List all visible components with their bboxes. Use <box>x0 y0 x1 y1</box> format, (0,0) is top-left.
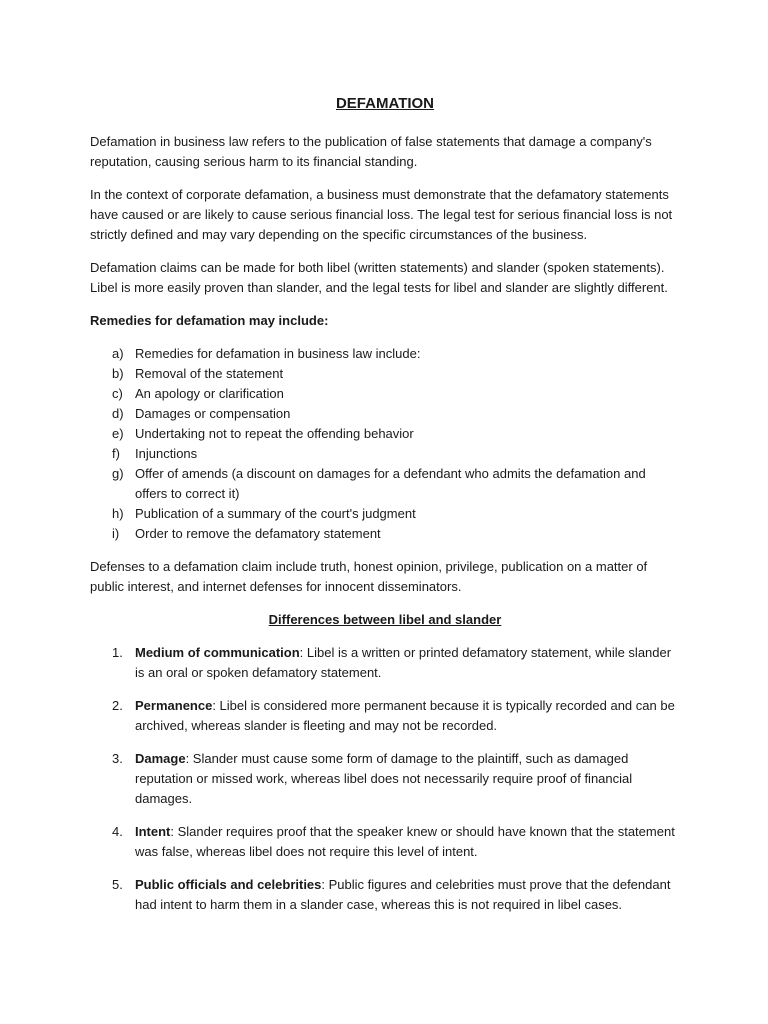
difference-text: : Slander requires proof that the speaker knew or should have known that the statement was false, whereas libel does not require this level of intent. <box>135 824 675 859</box>
list-item <box>90 364 680 384</box>
list-item <box>90 404 680 424</box>
list-marker: c) <box>112 386 123 401</box>
difference-text: : Libel is a written or printed defamatory statement, while slander is an oral or spoken defamatory statement. <box>135 645 672 680</box>
list-item <box>90 344 680 364</box>
list-marker: a) <box>112 346 124 361</box>
list-item <box>90 822 680 862</box>
difference-term: Intent <box>135 824 171 839</box>
list-item-text: Undertaking not to repeat the offending behavior <box>135 426 414 441</box>
difference-term: Public officials and celebrities <box>135 877 322 892</box>
remedies-heading: Remedies for defamation may include: <box>90 313 329 328</box>
list-item <box>90 424 680 444</box>
remedies-list <box>90 344 680 544</box>
document-title: DEFAMATION <box>335 95 435 112</box>
corporate-defamation-paragraph: In the context of corporate defamation, a business must demonstrate that the defamatory statements have caused or are likely to cause serious financial loss. The legal test for serious financial loss is not strictly defined and may vary depending on the specific circumstances of the business. <box>90 187 673 242</box>
defenses-paragraph: Defenses to a defamation claim include truth, honest opinion, privilege, publication on a matter of public interest, and internet defenses for innocent disseminators. <box>90 559 648 594</box>
list-item <box>90 696 680 736</box>
difference-text: : Slander must cause some form of damage to the plaintiff, such as damaged reputation or missed work, whereas libel does not necessarily require proof of financial damages. <box>135 751 633 806</box>
list-marker: 2. <box>112 698 123 713</box>
list-item <box>90 875 680 915</box>
list-item <box>90 749 680 809</box>
list-item <box>90 643 680 683</box>
list-marker: 5. <box>112 877 123 892</box>
intro-paragraph: Defamation in business law refers to the publication of false statements that damage a company's reputation, causing serious harm to its financial standing. <box>90 134 652 169</box>
list-item <box>90 444 680 464</box>
list-marker: 3. <box>112 751 123 766</box>
list-item-text: Offer of amends (a discount on damages for a defendant who admits the defamation and offers to correct it) <box>135 466 646 501</box>
list-marker: b) <box>112 366 124 381</box>
difference-term: Medium of communication <box>135 645 300 660</box>
difference-term: Damage <box>135 751 186 766</box>
list-item-text: Remedies for defamation in business law include: <box>135 346 421 361</box>
list-item <box>90 524 680 544</box>
list-marker: d) <box>112 406 124 421</box>
list-item-text: Order to remove the defamatory statement <box>135 526 381 541</box>
list-marker: g) <box>112 466 124 481</box>
differences-heading: Differences between libel and slander <box>268 612 502 627</box>
list-marker: 4. <box>112 824 123 839</box>
difference-text: : Public figures and celebrities must prove that the defendant had intent to harm them in a slander case, whereas this is not required in libel cases. <box>135 877 671 912</box>
list-item-text: Damages or compensation <box>135 406 291 421</box>
difference-text: : Libel is considered more permanent because it is typically recorded and can be archived, whereas slander is fleeting and may not be recorded. <box>135 698 675 733</box>
list-marker: f) <box>112 446 120 461</box>
list-item-text: Injunctions <box>135 446 198 461</box>
list-item <box>90 504 680 524</box>
difference-term: Permanence <box>135 698 213 713</box>
document-body <box>90 94 680 928</box>
list-marker: i) <box>112 526 120 541</box>
list-item-text: An apology or clarification <box>135 386 284 401</box>
differences-list <box>90 643 680 915</box>
list-item <box>90 384 680 404</box>
libel-slander-paragraph: Defamation claims can be made for both libel (written statements) and slander (spoken statements). Libel is more easily proven than slander, and the legal tests for libel and slander are slightly different. <box>90 260 668 295</box>
list-marker: h) <box>112 506 124 521</box>
list-item-text: Publication of a summary of the court's judgment <box>135 506 416 521</box>
list-item-text: Removal of the statement <box>135 366 284 381</box>
list-marker: e) <box>112 426 124 441</box>
list-item <box>90 464 680 504</box>
list-marker: 1. <box>112 645 123 660</box>
